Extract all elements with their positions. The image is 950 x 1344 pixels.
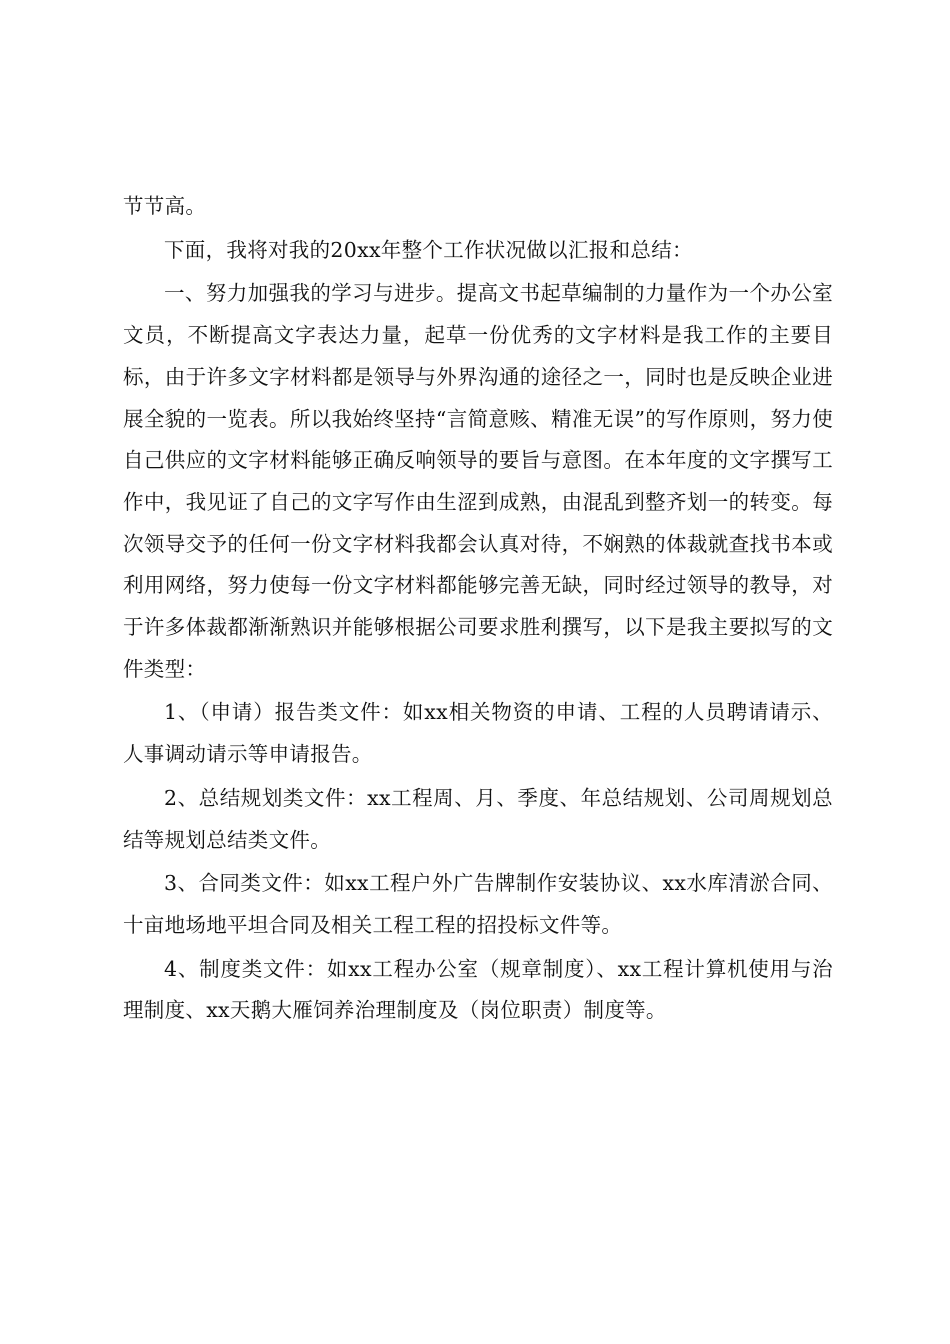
list-item-application-reports: 1、（申请）报告类文件：如xx相关物资的申请、工程的人员聘请请示、人事调动请示等申请报告。 [123,700,833,767]
document-body [123,186,833,1034]
list-item-regulations: 4、制度类文件：如xx工程办公室（规章制度）、xx工程计算机使用与治理制度、xx天鹅大雁饲养治理制度及（岗位职责）制度等。 [123,956,833,1023]
paragraph-section-one: 一、努力加强我的学习与进步。提高文书起草编制的力量作为一个办公室文员，不断提高文字表达力量，起草一份优秀的文字材料是我工作的主要目标，由于许多文字材料都是领导与外界沟通的途径之一，同时也是反映企业进展全貌的一览表。所以我始终坚持“言简意赅、精准无误”的写作原则，努力使自己供应的文字材料能够正确反响领导的要旨与意图。在本年度的文字撰写工作中，我见证了自己的文字写作由生涩到成熟，由混乱到整齐划一的转变。每次领导交予的任何一份文字材料我都会认真对待，不娴熟的体裁就查找书本或利用网络，努力使每一份文字材料都能够完善无缺，同时经过领导的教导，对于许多体裁都渐渐熟识并能够根据公司要求胜利撰写，以下是我主要拟写的文件类型： [123,281,833,681]
paragraph-continuation: 节节高。 [123,194,207,218]
paragraph-intro: 下面，我将对我的20xx年整个工作状况做以汇报和总结： [164,237,693,262]
list-item-contracts: 3、合同类文件：如xx工程户外广告牌制作安装协议、xx水库清淤合同、十亩地场地平坦合同及相关工程工程的招投标文件等。 [123,871,833,937]
list-item-summary-plans: 2、总结规划类文件：xx工程周、月、季度、年总结规划、公司周规划总结等规划总结类文件。 [123,785,833,852]
